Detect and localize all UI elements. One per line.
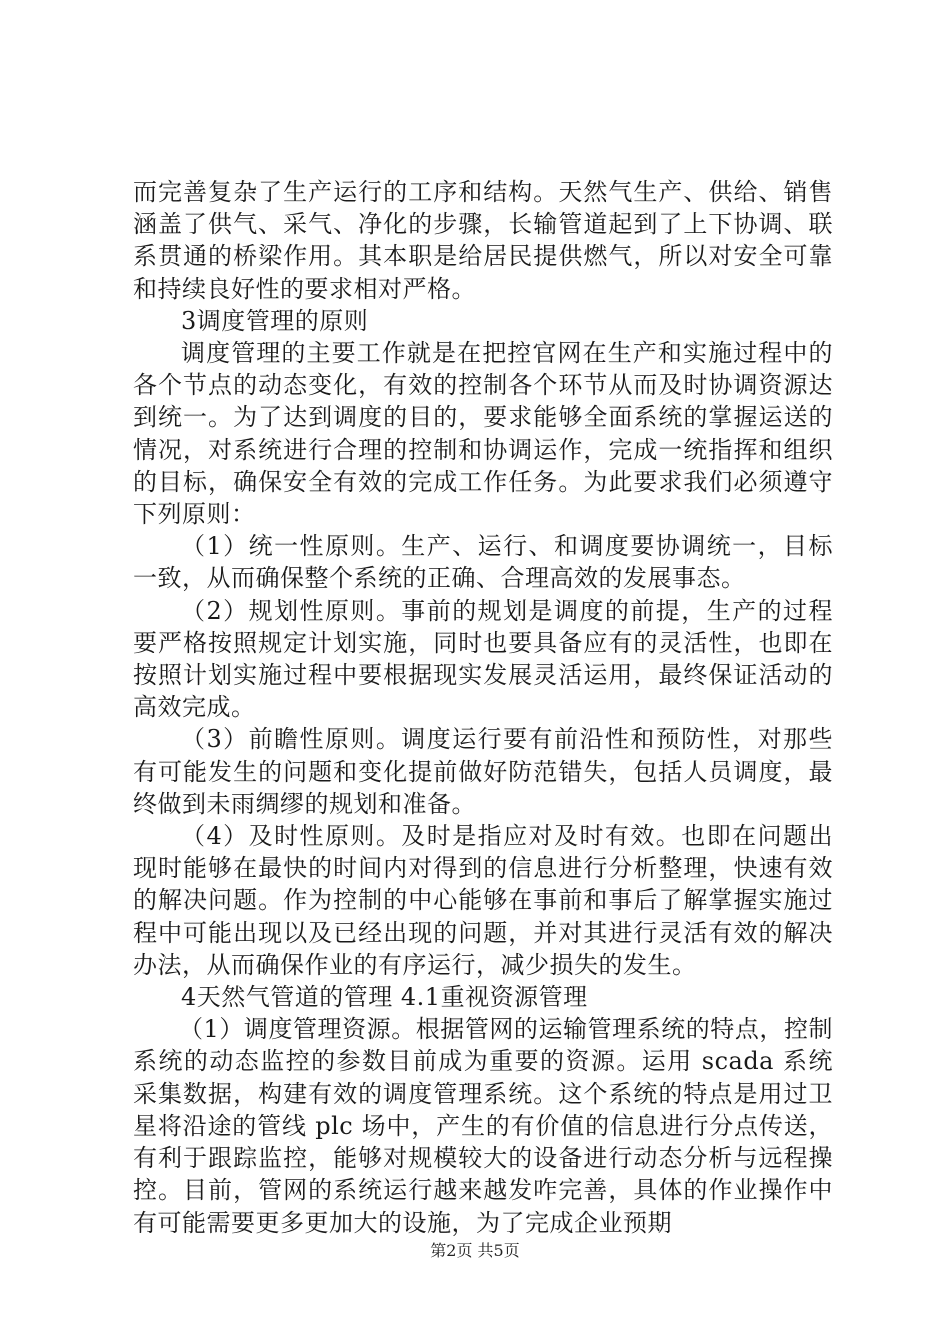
section-heading-4: 4天然气管道的管理 4.1重视资源管理 xyxy=(181,983,588,1012)
principle-2: （2）规划性原则。事前的规划是调度的前提，生产的过程要严格按照规定计划实施，同时也要具备应有的灵活性，也即在按照计划实施过程中要根据现实发展灵活运用，最终保证活动的高效完成。 xyxy=(133,596,833,722)
page-number-footer: 第2页 共5页 xyxy=(430,1241,520,1260)
principle-4: （4）及时性原则。及时是指应对及时有效。也即在问题出现时能够在最快的时间内对得到的信息进行分析整理，快速有效的解决问题。作为控制的中心能够在事前和事后了解掌握实施过程中可能出现以及已经出现的问题，并对其进行灵活有效的解决办法，从而确保作业的有序运行，减少损失的发生。 xyxy=(133,822,833,979)
document-body xyxy=(133,176,833,1239)
principle-3: （3）前瞻性原则。调度运行要有前沿性和预防性，对那些有可能发生的问题和变化提前做好防范错失，包括人员调度，最终做到未雨绸缪的规划和准备。 xyxy=(133,725,833,818)
paragraph-resource-management: （1）调度管理资源。根据管网的运输管理系统的特点，控制系统的动态监控的参数目前成为重要的资源。运用 scada 系统采集数据，构建有效的调度管理系统。这个系统的特点是用过卫星将沿途的管线 plc 场中，产生的有价值的信息进行分点传送，有利于跟踪监控，能够对规模较大的设备进行动态分析与远程操控。目前，管网的系统运行越来越发咋完善，具体的作业操作中有可能需要更多更加大的设施，为了完成企业预期 xyxy=(133,1015,833,1237)
principle-1: （1）统一性原则。生产、运行、和调度要协调统一，目标一致，从而确保整个系统的正确、合理高效的发展事态。 xyxy=(133,532,833,593)
section-heading-3: 3调度管理的原则 xyxy=(181,306,369,335)
paragraph-dispatch-intro: 调度管理的主要工作就是在把控官网在生产和实施过程中的各个节点的动态变化，有效的控制各个环节从而及时协调资源达到统一。为了达到调度的目的，要求能够全面系统的掌握运送的情况，对系统进行合理的控制和协调运作，完成一统指挥和组织的目标，确保安全有效的完成工作任务。为此要求我们必须遵守下列原则： xyxy=(133,339,833,529)
paragraph-continuation: 而完善复杂了生产运行的工序和结构。天然气生产、供给、销售涵盖了供气、采气、净化的步骤，长输管道起到了上下协调、联系贯通的桥梁作用。其本职是给居民提供燃气，所以对安全可靠和持续良好性的要求相对严格。 xyxy=(133,178,833,303)
